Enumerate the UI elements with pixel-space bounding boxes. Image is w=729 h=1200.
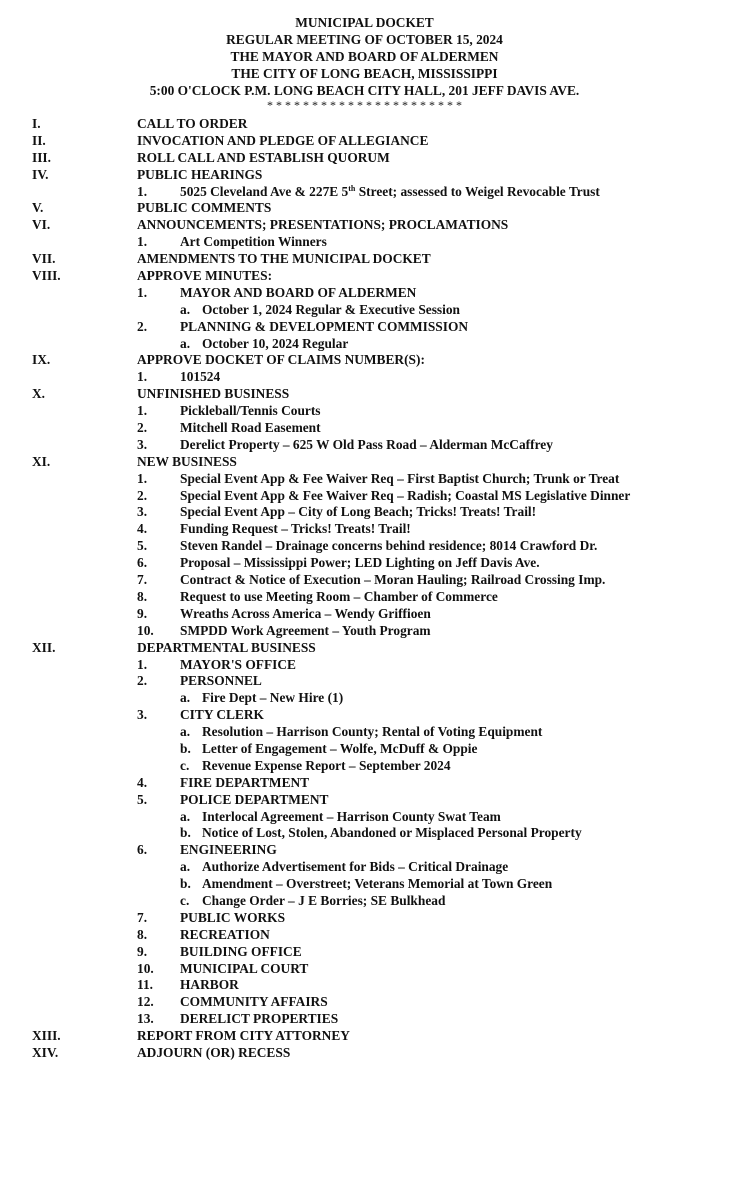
agenda-item <box>0 471 729 488</box>
subitem-letter: b. <box>180 876 191 892</box>
item-text: COMMUNITY AFFAIRS <box>180 994 328 1010</box>
item-text: RECREATION <box>180 926 270 942</box>
item-number: 7. <box>137 572 148 588</box>
item-text: SMPDD Work Agreement – Youth Program <box>180 622 431 638</box>
item-number: 1. <box>137 234 148 250</box>
section-numeral: XII. <box>32 639 56 655</box>
item-number: 1. <box>137 369 148 385</box>
item-text: Contract & Notice of Execution – Moran Hauling; Railroad Crossing Imp. <box>180 572 606 588</box>
item-text: Special Event App & Fee Waiver Req – Radish; Coastal MS Legislative Dinner <box>180 487 631 503</box>
item-text: POLICE DEPARTMENT <box>180 791 329 807</box>
section-title: REPORT FROM CITY ATTORNEY <box>137 1028 350 1044</box>
item-text: ENGINEERING <box>180 842 277 858</box>
section-numeral: XI. <box>32 453 51 469</box>
agenda-subitem <box>0 859 729 876</box>
item-text: Wreaths Across America – Wendy Griffioen <box>180 605 431 621</box>
ordinal-superscript: th <box>348 183 356 193</box>
item-number: 9. <box>137 943 148 959</box>
agenda-item <box>0 555 729 572</box>
agenda-item <box>0 369 729 386</box>
item-text: MAYOR AND BOARD OF ALDERMEN <box>180 284 417 300</box>
item-number: 1. <box>137 470 148 486</box>
city-line: THE CITY OF LONG BEACH, MISSISSIPPI <box>231 66 498 81</box>
section-numeral: X. <box>32 386 46 402</box>
item-number: 2. <box>137 673 148 689</box>
item-text: Derelict Property – 625 W Old Pass Road – Alderman McCaffrey <box>180 436 553 452</box>
item-text-part: Street; assessed to Weigel Revocable Trust <box>355 183 600 199</box>
item-number: 2. <box>137 318 148 334</box>
agenda-item <box>0 420 729 437</box>
agenda-item <box>0 504 729 521</box>
item-number: 10. <box>137 622 154 638</box>
agenda-item <box>0 184 729 201</box>
agenda-section <box>0 116 729 133</box>
agenda-subitem <box>0 336 729 353</box>
subitem-letter: c. <box>180 892 190 908</box>
item-number: 2. <box>137 487 148 503</box>
item-text: PUBLIC WORKS <box>180 909 286 925</box>
agenda-subitem <box>0 302 729 319</box>
section-numeral: IV. <box>32 166 49 182</box>
subitem-text: October 10, 2024 Regular <box>202 335 349 351</box>
star-separator: * * * * * * * * * * * * * * * * * * * * * * <box>267 98 462 112</box>
subitem-letter: a. <box>180 859 191 875</box>
subitem-letter: b. <box>180 825 191 841</box>
item-number: 1. <box>137 656 148 672</box>
subitem-text: Authorize Advertisement for Bids – Critical Drainage <box>202 859 509 875</box>
agenda-subitem <box>0 809 729 826</box>
subitem-text: Interlocal Agreement – Harrison County Swat Team <box>202 808 501 824</box>
agenda-item <box>0 606 729 623</box>
item-number: 6. <box>137 842 148 858</box>
agenda-item <box>0 403 729 420</box>
subitem-text: Amendment – Overstreet; Veterans Memorial at Town Green <box>202 876 553 892</box>
agenda-item <box>0 910 729 927</box>
item-number: 10. <box>137 960 154 976</box>
item-text: DERELICT PROPERTIES <box>180 1011 339 1027</box>
agenda-item <box>0 673 729 690</box>
section-numeral: I. <box>32 116 41 131</box>
governing-body-line: THE MAYOR AND BOARD OF ALDERMEN <box>230 49 499 64</box>
agenda-section <box>0 386 729 403</box>
time-place-line: 5:00 O'CLOCK P.M. LONG BEACH CITY HALL, 201 JEFF DAVIS AVE. <box>149 83 580 98</box>
section-title: UNFINISHED BUSINESS <box>137 386 290 402</box>
subitem-letter: b. <box>180 740 191 756</box>
item-text: Art Competition Winners <box>180 234 327 250</box>
agenda-section <box>0 268 729 285</box>
subitem-letter: a. <box>180 690 191 706</box>
agenda-item <box>0 944 729 961</box>
agenda-section <box>0 251 729 268</box>
section-numeral: XIV. <box>32 1044 59 1060</box>
agenda-list <box>0 116 729 1062</box>
agenda-item <box>0 319 729 336</box>
agenda-item <box>0 961 729 978</box>
item-number: 5. <box>137 538 148 554</box>
item-number: 5. <box>137 791 148 807</box>
agenda-section <box>0 1045 729 1062</box>
item-text <box>180 184 600 201</box>
agenda-item <box>0 842 729 859</box>
docket-title: MUNICIPAL DOCKET <box>295 15 434 30</box>
item-text-part: 5025 Cleveland Ave & 227E 5 <box>180 183 349 199</box>
agenda-item <box>0 1011 729 1028</box>
agenda-item <box>0 927 729 944</box>
docket-header <box>0 14 729 112</box>
agenda-subitem <box>0 876 729 893</box>
item-text: Special Event App & Fee Waiver Req – First Baptist Church; Trunk or Treat <box>180 470 620 486</box>
item-number: 4. <box>137 774 148 790</box>
item-number: 4. <box>137 521 148 537</box>
section-numeral: XIII. <box>32 1028 61 1044</box>
subitem-text: Change Order – J E Borries; SE Bulkhead <box>202 892 446 908</box>
item-text: PERSONNEL <box>180 673 262 689</box>
agenda-subitem <box>0 758 729 775</box>
item-text: Steven Randel – Drainage concerns behind residence; 8014 Crawford Dr. <box>180 538 598 554</box>
subitem-text: Revenue Expense Report – September 2024 <box>202 757 451 773</box>
section-title: APPROVE DOCKET OF CLAIMS NUMBER(S): <box>137 352 425 368</box>
subitem-text: Notice of Lost, Stolen, Abandoned or Misplaced Personal Property <box>202 825 582 841</box>
item-number: 2. <box>137 420 148 436</box>
agenda-section <box>0 217 729 234</box>
item-number: 8. <box>137 588 148 604</box>
item-text: MAYOR'S OFFICE <box>180 656 296 672</box>
item-number: 1. <box>137 284 148 300</box>
meeting-line: REGULAR MEETING OF OCTOBER 15, 2024 <box>226 32 503 47</box>
agenda-item <box>0 538 729 555</box>
section-title: ADJOURN (OR) RECESS <box>137 1044 291 1060</box>
agenda-item <box>0 792 729 809</box>
section-title: CALL TO ORDER <box>137 116 248 131</box>
section-title: INVOCATION AND PLEDGE OF ALLEGIANCE <box>137 132 429 148</box>
agenda-section <box>0 640 729 657</box>
section-title: APPROVE MINUTES: <box>137 268 273 284</box>
item-text: Mitchell Road Easement <box>180 420 321 436</box>
subitem-letter: a. <box>180 301 191 317</box>
agenda-section <box>0 167 729 184</box>
section-title: DEPARTMENTAL BUSINESS <box>137 639 316 655</box>
item-text: Special Event App – City of Long Beach; Tricks! Treats! Trail! <box>180 504 537 520</box>
agenda-item <box>0 234 729 251</box>
item-number: 3. <box>137 436 148 452</box>
subitem-letter: c. <box>180 757 190 773</box>
section-title: ANNOUNCEMENTS; PRESENTATIONS; PROCLAMATIONS <box>137 217 509 233</box>
section-title: AMENDMENTS TO THE MUNICIPAL DOCKET <box>137 251 431 267</box>
agenda-section <box>0 352 729 369</box>
agenda-item <box>0 775 729 792</box>
item-text: Proposal – Mississippi Power; LED Lighting on Jeff Davis Ave. <box>180 555 540 571</box>
item-text: MUNICIPAL COURT <box>180 960 309 976</box>
item-number: 13. <box>137 1011 154 1027</box>
item-number: 6. <box>137 555 148 571</box>
section-title: NEW BUSINESS <box>137 453 237 469</box>
agenda-section <box>0 1028 729 1045</box>
agenda-item <box>0 488 729 505</box>
section-title: PUBLIC HEARINGS <box>137 166 263 182</box>
item-text: 101524 <box>180 369 221 385</box>
agenda-section <box>0 133 729 150</box>
agenda-subitem <box>0 741 729 758</box>
agenda-item <box>0 994 729 1011</box>
agenda-section <box>0 150 729 167</box>
item-text: HARBOR <box>180 977 239 993</box>
agenda-subitem <box>0 724 729 741</box>
section-numeral: VII. <box>32 251 56 267</box>
item-number: 11. <box>137 977 153 993</box>
section-numeral: VI. <box>32 217 51 233</box>
agenda-item <box>0 285 729 302</box>
agenda-subitem <box>0 690 729 707</box>
item-text: PLANNING & DEVELOPMENT COMMISSION <box>180 318 469 334</box>
section-numeral: IX. <box>32 352 51 368</box>
subitem-text: Fire Dept – New Hire (1) <box>202 690 344 706</box>
section-numeral: II. <box>32 132 46 148</box>
agenda-item <box>0 977 729 994</box>
item-number: 3. <box>137 504 148 520</box>
agenda-section <box>0 200 729 217</box>
agenda-item <box>0 521 729 538</box>
item-text: Funding Request – Tricks! Treats! Trail! <box>180 521 411 537</box>
subitem-letter: a. <box>180 808 191 824</box>
item-number: 9. <box>137 605 148 621</box>
section-title: PUBLIC COMMENTS <box>137 200 272 216</box>
subitem-text: Letter of Engagement – Wolfe, McDuff & Oppie <box>202 740 478 756</box>
item-text: Request to use Meeting Room – Chamber of Commerce <box>180 588 498 604</box>
agenda-subitem <box>0 893 729 910</box>
item-text: FIRE DEPARTMENT <box>180 774 310 790</box>
agenda-item <box>0 707 729 724</box>
agenda-item <box>0 437 729 454</box>
item-text: CITY CLERK <box>180 707 264 723</box>
item-number: 1. <box>137 183 148 199</box>
item-number: 12. <box>137 994 154 1010</box>
agenda-item <box>0 623 729 640</box>
section-numeral: III. <box>32 149 51 165</box>
agenda-item <box>0 589 729 606</box>
section-numeral: VIII. <box>32 268 61 284</box>
subitem-text: Resolution – Harrison County; Rental of Voting Equipment <box>202 724 543 740</box>
agenda-section <box>0 454 729 471</box>
section-numeral: V. <box>32 200 44 216</box>
item-number: 3. <box>137 707 148 723</box>
agenda-subitem <box>0 825 729 842</box>
item-text: BUILDING OFFICE <box>180 943 302 959</box>
item-number: 1. <box>137 403 148 419</box>
subitem-letter: a. <box>180 335 191 351</box>
agenda-item <box>0 572 729 589</box>
agenda-item <box>0 657 729 674</box>
item-number: 8. <box>137 926 148 942</box>
item-text: Pickleball/Tennis Courts <box>180 403 321 419</box>
subitem-letter: a. <box>180 724 191 740</box>
section-title: ROLL CALL AND ESTABLISH QUORUM <box>137 149 390 165</box>
subitem-text: October 1, 2024 Regular & Executive Session <box>202 301 460 317</box>
item-number: 7. <box>137 909 148 925</box>
